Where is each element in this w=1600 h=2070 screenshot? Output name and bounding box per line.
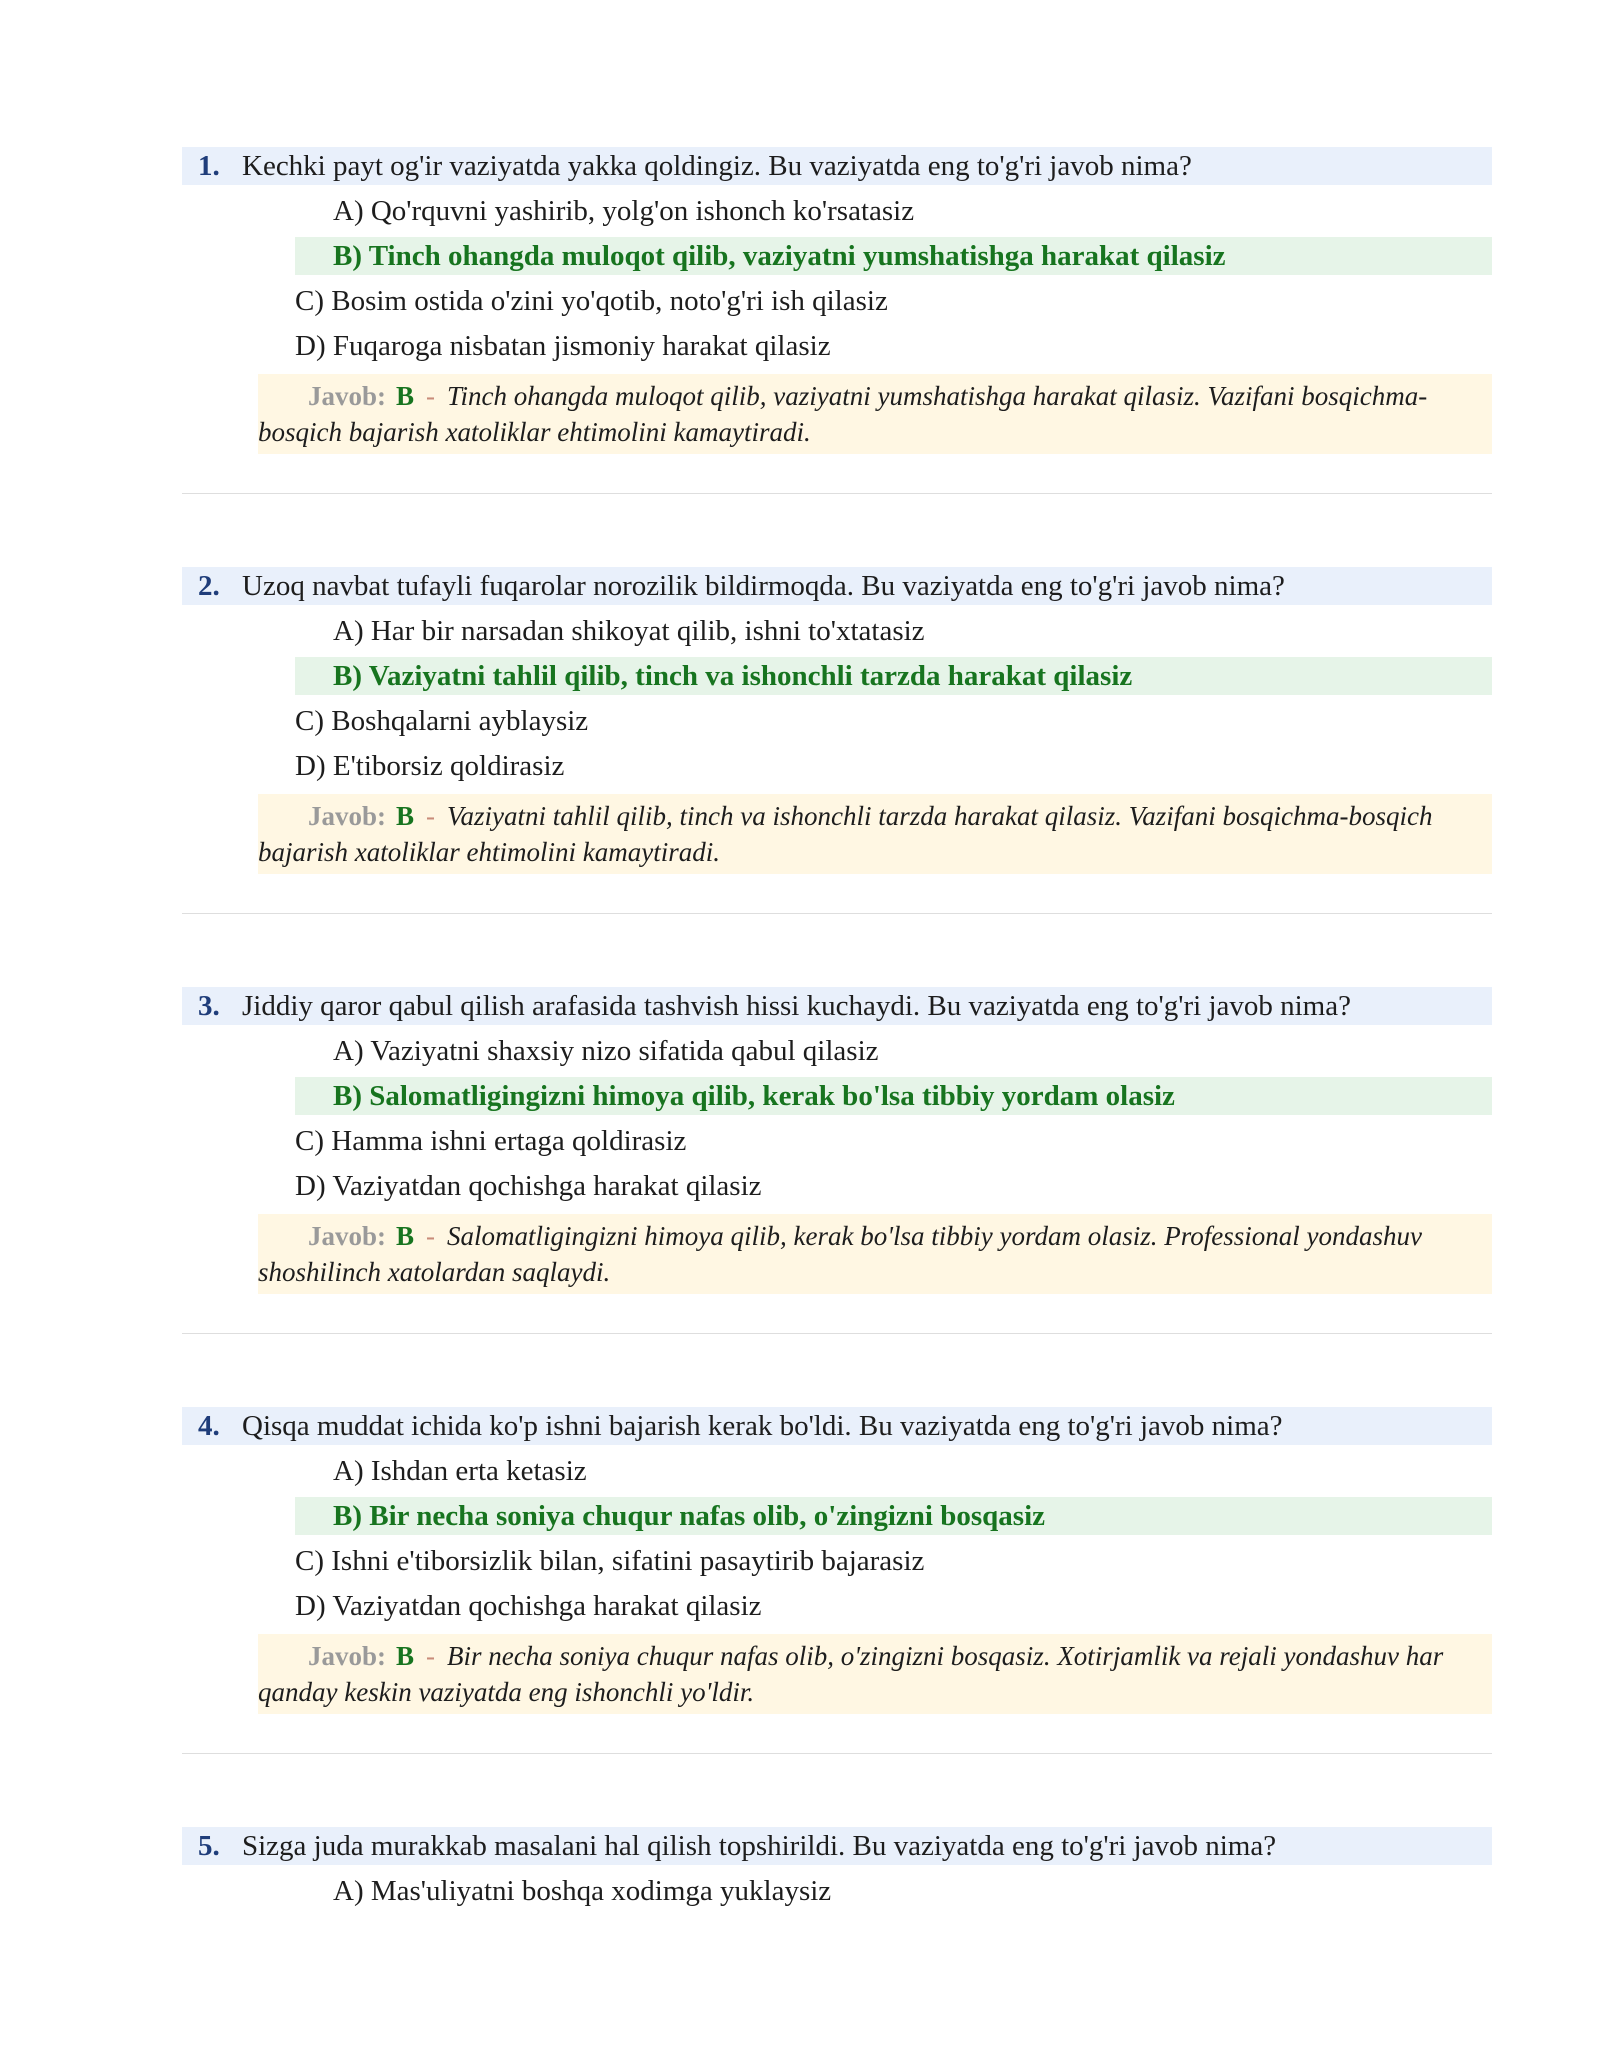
question-text: Qisqa muddat ichida ko'p ishni bajarish kerak bo'ldi. Bu vaziyatda eng to'g'ri javob nima? <box>242 1410 1283 1442</box>
question-1 <box>182 147 1492 454</box>
separator-dash: - <box>426 801 436 831</box>
divider <box>182 1333 1492 1334</box>
option-c: C) Bosim ostida o'zini yo'qotib, noto'g'ri ish qilasiz <box>295 285 888 317</box>
option-b-correct: B) Tinch ohangda muloqot qilib, vaziyatni yumshatishga harakat qilasiz <box>295 237 1492 275</box>
answer-explanation <box>258 374 1492 454</box>
question-3 <box>182 987 1492 1294</box>
option-a: A) Vaziyatni shaxsiy nizo sifatida qabul qilasiz <box>333 1035 879 1067</box>
question-number: 1. <box>198 150 220 182</box>
option-d: D) E'tiborsiz qoldirasiz <box>295 750 565 782</box>
answer-label: Javob: <box>308 801 387 831</box>
option-d: D) Fuqaroga nisbatan jismoniy harakat qilasiz <box>295 330 831 362</box>
question-text: Uzoq navbat tufayli fuqarolar norozilik bildirmoqda. Bu vaziyatda eng to'g'ri javob nima? <box>242 570 1285 602</box>
explanation-text: Bir necha soniya chuqur nafas olib, o'zingizni bosqasiz. Xotirjamlik va rejali yondashuv har qanday keskin vaziyatda eng ishonchli yo'ldir. <box>258 1641 1444 1707</box>
question-heading <box>182 1827 1492 1865</box>
question-number: 4. <box>198 1410 220 1442</box>
explanation-text: Vaziyatni tahlil qilib, tinch va ishonchli tarzda harakat qilasiz. Vazifani bosqichma-bosqich bajarish xatoliklar ehtimolini kamaytiradi. <box>258 801 1433 867</box>
question-4 <box>182 1407 1492 1714</box>
answer-letter: B <box>396 1641 415 1671</box>
question-text: Kechki payt og'ir vaziyatda yakka qoldingiz. Bu vaziyatda eng to'g'ri javob nima? <box>242 150 1192 182</box>
option-a: A) Ishdan erta ketasiz <box>333 1455 587 1487</box>
divider <box>182 913 1492 914</box>
option-d: D) Vaziyatdan qochishga harakat qilasiz <box>295 1170 762 1202</box>
question-number: 3. <box>198 990 220 1022</box>
answer-label: Javob: <box>308 1641 387 1671</box>
option-a: A) Qo'rquvni yashirib, yolg'on ishonch ko'rsatasiz <box>333 195 915 227</box>
answer-explanation <box>258 1634 1492 1714</box>
question-number: 2. <box>198 570 220 602</box>
question-heading <box>182 987 1492 1025</box>
question-text: Sizga juda murakkab masalani hal qilish topshirildi. Bu vaziyatda eng to'g'ri javob nima? <box>242 1830 1277 1862</box>
option-b-correct: B) Bir necha soniya chuqur nafas olib, o'zingizni bosqasiz <box>295 1497 1492 1535</box>
divider <box>182 493 1492 494</box>
explanation-text: Salomatligingizni himoya qilib, kerak bo'lsa tibbiy yordam olasiz. Professional yondashuv shoshilinch xatolardan saqlaydi. <box>258 1221 1422 1287</box>
separator-dash: - <box>426 381 436 411</box>
option-a: A) Har bir narsadan shikoyat qilib, ishni to'xtatasiz <box>333 615 925 647</box>
option-b-correct: B) Salomatligingizni himoya qilib, kerak bo'lsa tibbiy yordam olasiz <box>295 1077 1492 1115</box>
separator-dash: - <box>426 1221 436 1251</box>
question-heading <box>182 567 1492 605</box>
answer-explanation <box>258 1214 1492 1294</box>
answer-explanation <box>258 794 1492 874</box>
answer-label: Javob: <box>308 381 387 411</box>
option-c: C) Boshqalarni ayblaysiz <box>295 705 589 737</box>
answer-label: Javob: <box>308 1221 387 1251</box>
question-5 <box>182 1827 1492 1910</box>
option-d: D) Vaziyatdan qochishga harakat qilasiz <box>295 1590 762 1622</box>
answer-letter: B <box>396 801 415 831</box>
answer-letter: B <box>396 1221 415 1251</box>
question-heading <box>182 1407 1492 1445</box>
question-2 <box>182 567 1492 874</box>
explanation-text: Tinch ohangda muloqot qilib, vaziyatni yumshatishga harakat qilasiz. Vazifani bosqichma-bosqich bajarish xatoliklar ehtimolini kamaytiradi. <box>258 381 1428 447</box>
question-text: Jiddiy qaror qabul qilish arafasida tashvish hissi kuchaydi. Bu vaziyatda eng to'g'ri javob nima? <box>242 990 1351 1022</box>
option-b-correct: B) Vaziyatni tahlil qilib, tinch va ishonchli tarzda harakat qilasiz <box>295 657 1492 695</box>
option-a: A) Mas'uliyatni boshqa xodimga yuklaysiz <box>333 1875 832 1907</box>
separator-dash: - <box>426 1641 436 1671</box>
answer-letter: B <box>396 381 415 411</box>
option-c: C) Ishni e'tiborsizlik bilan, sifatini pasaytirib bajarasiz <box>295 1545 925 1577</box>
divider <box>182 1753 1492 1754</box>
question-heading <box>182 147 1492 185</box>
question-number: 5. <box>198 1830 220 1862</box>
option-c: C) Hamma ishni ertaga qoldirasiz <box>295 1125 687 1157</box>
